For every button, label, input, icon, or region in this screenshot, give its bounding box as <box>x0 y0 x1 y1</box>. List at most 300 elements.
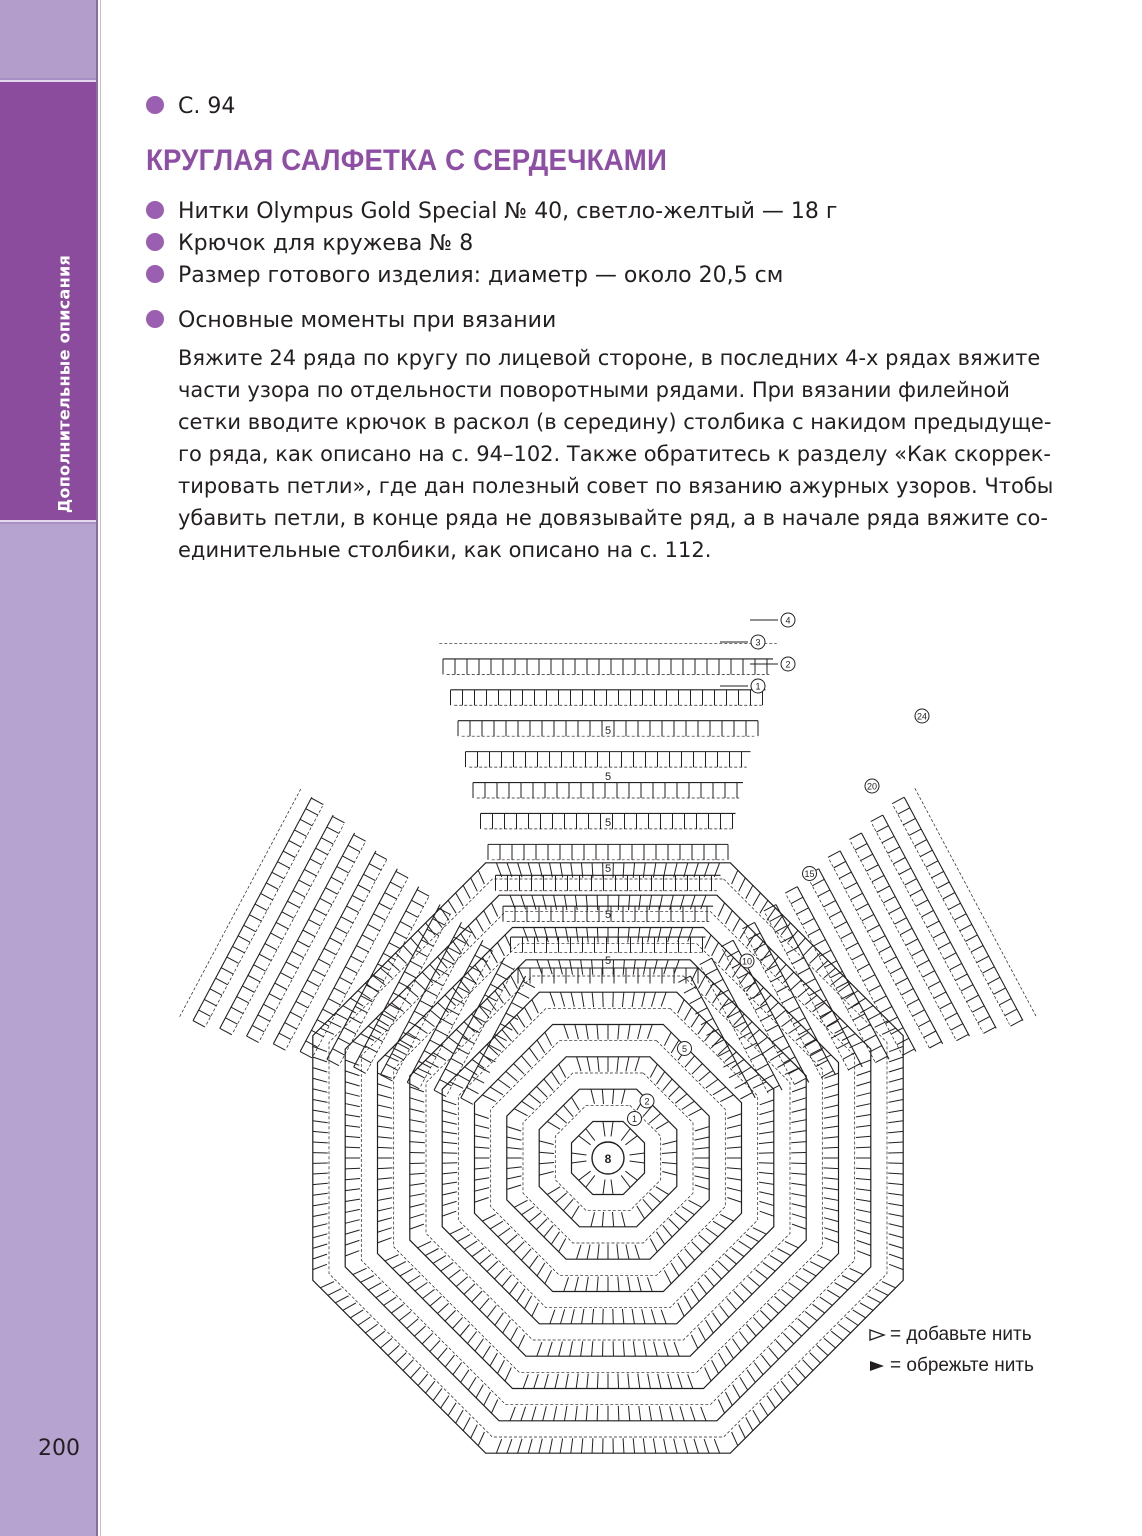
stitch-mark <box>691 1335 697 1349</box>
stitch-mark <box>857 1240 871 1245</box>
stitch-mark <box>879 946 891 952</box>
stitch-mark <box>345 1230 359 1234</box>
stitch-mark <box>518 1335 524 1349</box>
stitch-mark <box>733 1385 740 1398</box>
stitch-mark <box>438 1303 449 1313</box>
stitch-mark <box>896 978 908 984</box>
stitch-mark <box>335 1013 348 1020</box>
stitch-mark <box>753 1228 767 1234</box>
stitch-mark <box>805 1312 817 1321</box>
stitch-mark <box>345 1240 359 1245</box>
stitch-mark <box>1005 1009 1017 1015</box>
stitch-mark <box>932 871 944 877</box>
stitch-mark <box>227 957 239 963</box>
stitch-mark <box>689 1200 702 1207</box>
stitch-mark <box>913 1010 925 1016</box>
stitch-mark <box>278 862 290 868</box>
stitch-mark <box>695 1127 709 1131</box>
stitch-mark <box>888 1193 903 1195</box>
stitch-mark <box>888 1110 903 1112</box>
stitch-mark <box>836 982 848 988</box>
stitch-mark <box>662 1141 677 1145</box>
stitch-mark <box>324 948 336 954</box>
stitch-mark <box>732 1432 738 1446</box>
stitch-mark <box>767 1303 778 1313</box>
stitch-mark <box>798 968 810 974</box>
stitch-mark <box>955 974 967 980</box>
stitch-mark <box>791 1173 806 1174</box>
stitch-mark <box>618 895 619 910</box>
stitch-mark <box>759 1132 774 1134</box>
stitch-mark <box>384 1297 397 1305</box>
stitch-mark <box>622 1089 626 1104</box>
stitch-mark <box>940 1003 952 1009</box>
stitch-mark <box>725 1255 737 1265</box>
stitch-mark <box>824 1084 838 1089</box>
stitch-mark <box>889 1089 904 1092</box>
stitch-mark <box>457 1074 470 1081</box>
stitch-mark <box>514 1242 525 1253</box>
stitch-mark <box>804 1039 816 1045</box>
stitch-mark <box>792 1214 806 1218</box>
stitch-mark <box>423 1289 435 1298</box>
stitch-mark <box>471 1425 478 1438</box>
stitch-mark <box>791 1326 802 1336</box>
stitch-mark <box>626 1245 629 1260</box>
stitch-mark <box>712 942 719 955</box>
stitch-mark <box>414 1011 426 1017</box>
stitch-mark <box>441 1045 453 1053</box>
stitch-mark <box>817 1055 831 1061</box>
stitch-mark <box>586 1024 588 1039</box>
stitch-mark <box>694 1148 709 1150</box>
stitch-mark <box>517 1289 525 1302</box>
stitch-mark <box>907 999 919 1005</box>
stitch-mark <box>663 1079 672 1091</box>
stitch-mark <box>810 1353 821 1363</box>
stitch-mark <box>474 1198 488 1203</box>
stitch-mark <box>766 1025 778 1031</box>
stitch-mark <box>792 1087 806 1092</box>
stitch-mark <box>792 1098 806 1102</box>
stitch-row <box>861 833 969 1036</box>
stitch-mark <box>386 1064 398 1070</box>
stitch-mark <box>490 1221 503 1229</box>
stitch-mark <box>551 1072 559 1085</box>
stitch-mark <box>720 1095 733 1102</box>
stitch-mark <box>313 1214 328 1217</box>
stitch-mark <box>759 1110 773 1114</box>
stitch-mark <box>603 1122 605 1137</box>
stitch-mark <box>221 968 233 974</box>
stitch-mark <box>699 1328 706 1341</box>
stitch-mark <box>564 1024 569 1038</box>
stitch-mark <box>461 1098 473 1104</box>
materials-item <box>146 228 837 260</box>
stitch-mark <box>430 1040 442 1046</box>
stitch-mark <box>878 886 890 892</box>
stitch-mark <box>266 883 278 889</box>
stitch-mark <box>456 893 463 906</box>
stitch-mark <box>403 1360 413 1371</box>
stitch-mark <box>943 893 955 899</box>
stitch-mark <box>442 1132 457 1134</box>
stitch-mark <box>977 956 989 962</box>
stitch-mark <box>817 961 828 971</box>
stitch-mark <box>353 1268 367 1274</box>
stitch-mark <box>824 1116 839 1119</box>
stitch-mark <box>852 954 864 960</box>
stitch-mark <box>204 999 216 1005</box>
stitch-mark <box>639 1406 641 1421</box>
stitch-mark <box>442 1211 456 1216</box>
stitch-mark <box>753 1082 767 1088</box>
stitch-mark <box>718 1261 729 1271</box>
stitch-mark <box>704 1439 709 1453</box>
stitch-mark <box>249 915 261 921</box>
materials-list <box>146 196 837 292</box>
stitch-row <box>193 797 312 1020</box>
stitch-mark <box>331 877 343 883</box>
stitch-mark <box>539 1163 554 1164</box>
stitch-mark <box>577 1245 581 1259</box>
stitch-mark <box>474 1168 489 1169</box>
stitch-mark <box>628 1277 630 1292</box>
materials-item-text: Размер готового изделия: диаметр — около 20,5 см <box>178 263 784 288</box>
stitch-mark <box>514 1064 525 1075</box>
section-stitch-label: 5 <box>604 817 612 829</box>
stitch-mark <box>662 1172 677 1176</box>
stitch-mark <box>237 997 249 1003</box>
stitch-mark <box>746 980 756 991</box>
stitch-mark <box>824 1178 839 1179</box>
stitch-mark <box>633 1438 634 1453</box>
stitch-mark <box>889 1100 904 1103</box>
stitch-mark <box>611 1180 613 1195</box>
stitch-mark <box>803 979 815 985</box>
stitch-mark <box>906 939 918 945</box>
stitch-mark <box>345 1168 360 1169</box>
stitch-mark <box>238 936 250 942</box>
stitch-mark <box>506 1071 517 1081</box>
stitch-mark <box>771 975 783 981</box>
stitch-mark <box>739 878 746 891</box>
stitch-mark <box>368 924 380 930</box>
stitch-mark <box>695 1137 710 1140</box>
stitch-mark <box>820 1297 833 1305</box>
stitch-mark <box>791 897 803 903</box>
stitch-mark <box>411 1367 421 1378</box>
stitch-mark <box>756 1064 768 1070</box>
stitch-mark <box>514 1200 527 1207</box>
stitch-mark <box>483 1056 495 1062</box>
stitch-mark <box>548 960 552 974</box>
stitch-mark <box>717 990 729 996</box>
stitch-mark <box>727 1147 742 1148</box>
stitch-mark <box>911 950 923 956</box>
stitch-mark <box>592 1309 593 1324</box>
stitch-mark <box>753 1317 763 1328</box>
diagram-fan-section <box>180 788 566 1157</box>
stitch-mark <box>377 1228 391 1233</box>
stitch-mark <box>944 953 956 959</box>
stitch-mark <box>327 827 339 833</box>
stitch-mark <box>507 1439 512 1453</box>
stitch-mark <box>484 1392 491 1405</box>
notes-line: убавить петли, в конце ряда не довязывайте ряд, а в начале ряда вяжите со- <box>178 506 1048 530</box>
stitch-mark <box>523 1374 528 1388</box>
stitch-mark <box>462 1037 474 1043</box>
stitch-mark <box>392 1262 405 1269</box>
stitch-mark <box>539 1152 554 1153</box>
stitch-mark <box>522 1101 535 1109</box>
stitch-mark <box>926 861 938 867</box>
stitch-mark <box>361 1034 374 1041</box>
page-title: КРУГЛАЯ САЛФЕТКА С СЕРДЕЧКАМИ <box>146 144 667 177</box>
stitch-mark <box>632 1309 634 1324</box>
stitch-mark <box>846 1317 858 1325</box>
stitch-mark <box>532 1406 536 1420</box>
stitch-mark <box>313 1046 327 1051</box>
stitch-row <box>915 788 1036 1016</box>
stitch-mark <box>410 1204 425 1208</box>
stitch-mark <box>916 900 928 906</box>
stitch-mark <box>642 992 645 1007</box>
stitch-mark <box>335 927 347 933</box>
stitch-mark <box>344 1027 356 1033</box>
stitch-mark <box>688 1374 693 1388</box>
stitch-mark <box>918 1020 930 1026</box>
stitch-mark <box>529 1213 541 1222</box>
stitch-mark <box>927 921 939 927</box>
stitch-mark <box>734 1291 744 1302</box>
stitch-mark <box>873 936 885 942</box>
row-label: 1 <box>631 1114 638 1124</box>
stitch-mark <box>582 1309 584 1324</box>
stitch-mark <box>857 964 869 970</box>
stitch-mark <box>658 927 661 942</box>
stitch-mark <box>700 958 712 964</box>
stitch-mark <box>872 875 884 881</box>
stitch-mark <box>300 819 312 825</box>
stitch-mark <box>915 840 927 846</box>
stitch-mark <box>481 945 493 951</box>
stitch-mark <box>791 1120 806 1123</box>
stitch-mark <box>613 1089 614 1104</box>
stitch-mark <box>510 1328 517 1341</box>
stitch-mark <box>388 1345 399 1355</box>
stitch-mark <box>1010 1020 1022 1026</box>
stitch-mark <box>490 1353 497 1366</box>
stitch-mark <box>824 1168 839 1169</box>
stitch-mark <box>502 1275 512 1287</box>
stitch-mark <box>338 1038 350 1044</box>
stitch-mark <box>888 1173 903 1174</box>
stitch-mark <box>635 1245 639 1259</box>
stitch-mark <box>718 1400 724 1414</box>
bullet-icon <box>146 201 164 219</box>
page-number: 200 <box>38 1436 80 1461</box>
stitch-mark <box>863 975 875 981</box>
stitch-mark <box>425 1249 438 1256</box>
stitch-mark <box>586 1277 588 1292</box>
stitch-row <box>180 788 301 1016</box>
stitch-mark <box>280 973 292 979</box>
turning-row-label: 3 <box>755 637 761 648</box>
stitch-mark <box>507 1127 521 1131</box>
stitch-mark <box>474 1125 489 1129</box>
stitch-mark <box>785 887 797 893</box>
stitch-mark <box>809 989 821 995</box>
stitch-mark <box>856 1199 871 1201</box>
stitch-mark <box>559 960 563 975</box>
stitch-mark <box>954 914 966 920</box>
stitch-mark <box>856 1209 871 1212</box>
stitch-mark <box>867 1296 880 1303</box>
turning-row-label: 4 <box>785 615 791 626</box>
stitch-mark <box>310 859 322 865</box>
stitch-mark <box>803 946 813 957</box>
stitch-mark <box>623 1341 624 1356</box>
stitch-mark <box>739 973 748 985</box>
stitch-mark <box>442 1121 457 1124</box>
stitch-mark <box>650 1239 657 1252</box>
stitch-mark <box>341 917 353 923</box>
stitch-mark <box>297 941 309 947</box>
stitch-mark <box>445 1069 457 1075</box>
stitch-mark <box>633 1341 635 1356</box>
stitch-mark <box>430 1296 441 1306</box>
stitch-mark <box>476 918 483 931</box>
stitch-mark <box>657 1072 665 1085</box>
stitch-mark <box>468 1332 477 1344</box>
stitch-mark <box>313 1100 328 1103</box>
stitch-row <box>421 949 494 1086</box>
stitch-mark <box>994 988 1006 994</box>
stitch-mark <box>695 1176 710 1179</box>
stitch-mark <box>334 988 346 994</box>
stitch-mark <box>376 1290 389 1298</box>
stitch-mark <box>303 930 315 936</box>
stitch-mark <box>369 864 381 870</box>
stitch-mark <box>746 885 753 898</box>
diagram-center-label: 8 <box>604 1152 612 1166</box>
stitch-mark <box>789 1283 801 1291</box>
stitch-mark <box>856 1220 871 1224</box>
stitch-mark <box>502 963 514 969</box>
stitch-mark <box>648 1374 651 1389</box>
stitch-mark <box>403 946 413 957</box>
stitch-row <box>797 887 889 1060</box>
stitch-mark <box>851 893 863 899</box>
stitch-mark <box>760 1403 768 1416</box>
stitch-mark <box>427 929 439 935</box>
stitch-mark <box>910 889 922 895</box>
stitch-mark <box>447 1008 459 1014</box>
stitch-mark <box>856 1125 871 1127</box>
stitch-row <box>722 949 795 1086</box>
stitch-mark <box>750 1054 762 1060</box>
stitch-mark <box>829 911 841 917</box>
stitch-mark <box>377 1073 391 1078</box>
stitch-mark <box>705 1030 715 1042</box>
stitch-mark <box>791 1183 806 1185</box>
stitch-mark <box>507 1176 522 1179</box>
stitch-mark <box>824 1126 839 1128</box>
stitch-mark <box>271 933 283 939</box>
stitch-mark <box>345 1147 360 1148</box>
stitch-mark <box>480 1255 492 1265</box>
stitch-mark <box>555 1193 566 1203</box>
stitch-mark <box>639 895 641 910</box>
stitch-mark <box>426 990 438 996</box>
stitch-mark <box>788 1374 798 1386</box>
stitch-row <box>840 851 943 1044</box>
stitch-mark <box>290 1012 302 1018</box>
stitch-mark <box>835 922 847 928</box>
stitch-mark <box>721 940 733 946</box>
stitch-mark <box>668 927 672 942</box>
page-reference <box>146 94 235 119</box>
stitch-mark <box>577 1057 581 1071</box>
stitch-mark <box>889 1264 903 1269</box>
stitch-mark <box>982 967 994 973</box>
stitch-mark <box>622 992 623 1007</box>
stitch-mark <box>575 895 577 910</box>
stitch-mark <box>792 1109 807 1113</box>
stitch-mark <box>507 1167 522 1169</box>
stitch-mark <box>404 972 416 978</box>
stitch-mark <box>858 1024 870 1030</box>
stitch-mark <box>837 1042 849 1048</box>
stitch-mark <box>313 1131 328 1132</box>
stitch-mark <box>664 1032 671 1045</box>
stitch-mark <box>705 935 711 949</box>
stitch-mark <box>719 950 726 963</box>
stitch-mark <box>781 1381 790 1393</box>
stitch-mark <box>345 1125 360 1127</box>
stitch-mark <box>512 1003 524 1009</box>
stitch-mark <box>550 992 555 1006</box>
stitch-mark <box>869 985 881 991</box>
stitch-mark <box>898 808 910 814</box>
stitch-mark <box>662 1163 677 1164</box>
stitch-mark <box>509 1282 518 1294</box>
stitch-mark <box>559 1064 566 1077</box>
stitch-mark <box>539 1439 542 1454</box>
stitch-mark <box>445 995 456 1006</box>
stitch-mark <box>521 1407 526 1421</box>
stitch-mark <box>438 1348 448 1359</box>
stitch-mark <box>889 1068 903 1072</box>
stitch-mark <box>592 1341 593 1356</box>
stitch-mark <box>659 895 662 910</box>
stitch-mark <box>928 981 940 987</box>
stitch-mark <box>654 960 658 975</box>
stitch-mark <box>313 1142 328 1143</box>
stitch-mark <box>726 911 733 924</box>
stitch-mark <box>621 1175 630 1187</box>
stitch-mark <box>456 1277 467 1287</box>
stitch-mark <box>653 1438 655 1453</box>
stitch-mark <box>785 1241 799 1247</box>
stitch-mark <box>628 927 629 942</box>
stitch-mark <box>622 1212 626 1227</box>
stitch-mark <box>856 904 868 910</box>
stitch-mark <box>418 1374 428 1386</box>
stitch-mark <box>732 1059 744 1068</box>
stitch-mark <box>649 1406 651 1421</box>
